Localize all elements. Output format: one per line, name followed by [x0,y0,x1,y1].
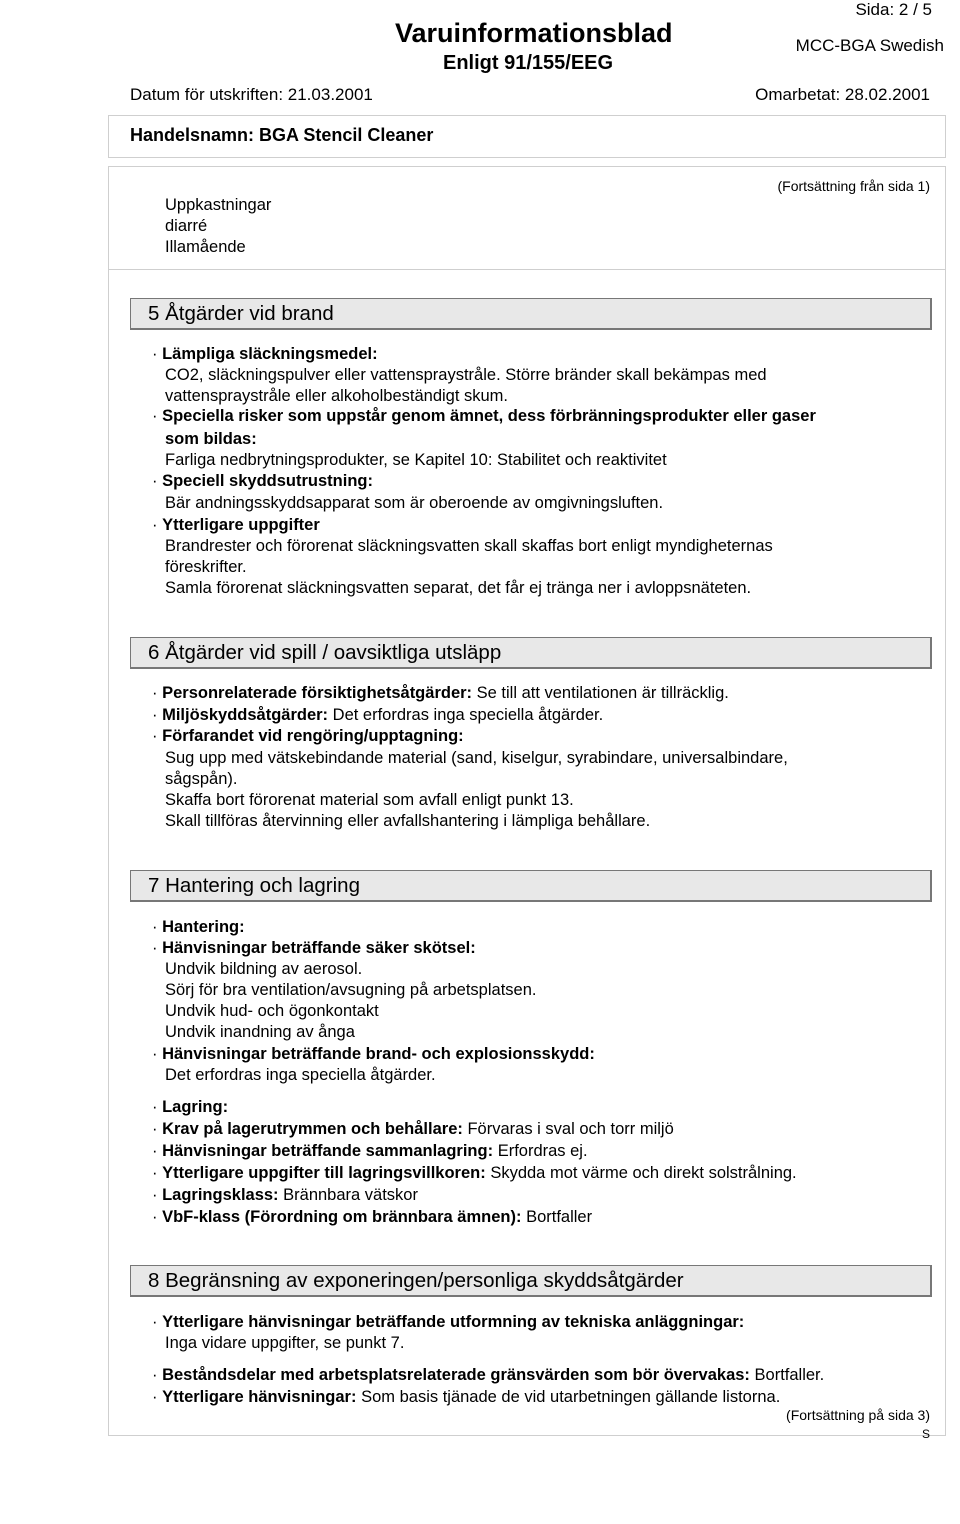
bullet-item: · Krav på lagerutrymmen och behållare: Förvaras i sval och torr miljö [152,1120,674,1138]
bullet-item: · Lagring: [152,1098,229,1116]
bullet-item: · Lagringsklass: Brännbara vätskor [152,1186,418,1204]
text-line: Brandrester och förorenat släckningsvatten skall skaffas bort enligt myndigheternas [165,537,773,555]
section-6-heading [130,637,932,669]
continued-line: Illamående [165,238,246,256]
section-8-heading [130,1265,932,1297]
label: Lämpliga släckningsmedel: [162,345,378,363]
bullet-item: · Ytterligare hänvisningar: Som basis tjänade de vid utarbetningen gällande listorna. [152,1388,781,1406]
text-line: föreskrifter. [165,558,247,576]
value: Skydda mot värme och direkt solstrålning. [490,1164,797,1182]
section-7-title: 7 Hantering och lagring [148,874,360,897]
text-line: Skaffa bort förorenat material som avfall enligt punkt 13. [165,791,574,809]
page-mark: S [921,1427,930,1441]
label: Hänvisningar beträffande brand- och explosionsskydd: [162,1045,595,1063]
bullet-item: · Ytterligare uppgifter [152,516,320,534]
text-line: Farliga nedbrytningsprodukter, se Kapitel 10: Stabilitet och reaktivitet [165,451,667,469]
section-8-title: 8 Begränsning av exponeringen/personliga skyddsåtgärder [148,1269,684,1292]
document-code: MCC-BGA Swedish [795,36,944,55]
text-line: Skall tillföras återvinning eller avfallshantering i lämpliga behållare. [165,812,651,830]
section-7-heading [130,870,932,902]
bullet-item: · Lämpliga släckningsmedel: [152,345,378,363]
text-line: Sug upp med vätskebindande material (sand, kiselgur, syrabindare, universalbindare, [165,749,788,767]
document-subtitle: Enligt 91/155/EEG [443,52,614,74]
text-line: vattenspraystråle eller alkoholbeständigt skum. [165,387,509,405]
bullet-item: · Speciella risker som uppstår genom ämnet, dess förbränningsprodukter eller gaser [152,407,816,425]
text-line: Undvik bildning av aerosol. [165,960,363,978]
bullet-item: · Personrelaterade försiktighetsåtgärder: Se till att ventilationen är tillräcklig. [152,684,729,702]
label: Personrelaterade försiktighetsåtgärder: [162,684,473,702]
value: Bortfaller [526,1208,593,1226]
value: Bortfaller. [754,1366,825,1384]
label: Miljöskyddsåtgärder: [162,706,329,724]
label: Hänvisningar beträffande säker skötsel: [162,939,476,957]
text-line: CO2, släckningspulver eller vattenspraystråle. Större bränder skall bekämpas med [165,366,767,384]
bullet-item: · Hantering: [152,918,245,936]
label: Hantering: [162,918,245,936]
revision-date: Omarbetat: 28.02.2001 [755,85,930,104]
bullet-item: · Förfarandet vid rengöring/upptagning: [152,727,464,745]
text-line: Inga vidare uppgifter, se punkt 7. [165,1334,405,1352]
bullet-item: · VbF-klass (Förordning om brännbara ämnen): Bortfaller [152,1208,593,1226]
text-line: Sörj för bra ventilation/avsugning på arbetsplatsen. [165,981,537,999]
label: Krav på lagerutrymmen och behållare: [162,1120,463,1138]
bullet-item: · Miljöskyddsåtgärder: Det erfordras inga speciella åtgärder. [152,706,604,724]
page-number: Sida: 2 / 5 [855,0,932,19]
continued-from-note: (Fortsättning från sida 1) [777,178,930,194]
label: Lagring: [162,1098,229,1116]
label: Ytterligare hänvisningar: [162,1388,357,1406]
text-line: Det erfordras inga speciella åtgärder. [165,1066,436,1084]
text-line: sågspån). [165,770,238,788]
bullet-item: · Hänvisningar beträffande brand- och explosionsskydd: [152,1045,595,1063]
text-line: som bildas: [165,430,257,448]
bullet-item: · Beståndsdelar med arbetsplatsrelaterade gränsvärden som bör övervakas: Bortfaller. [152,1366,825,1384]
label: Hänvisningar beträffande sammanlagring: [162,1142,494,1160]
bullet-item: · Ytterligare uppgifter till lagringsvillkoren: Skydda mot värme och direkt solstrålning. [152,1164,797,1182]
value: Det erfordras inga speciella åtgärder. [332,706,604,724]
document-title: Varuinformationsblad [395,18,673,48]
label: Speciella risker som uppstår genom ämnet, dess förbränningsprodukter eller gaser [162,407,816,425]
value: Förvaras i sval och torr miljö [467,1120,674,1138]
bullet-item: · Speciell skyddsutrustning: [152,472,373,490]
bullet-item: · Ytterligare hänvisningar beträffande utformning av tekniska anläggningar: [152,1313,745,1331]
text-line: Undvik inandning av ånga [165,1023,355,1041]
continued-line: Uppkastningar [165,196,272,214]
value: Erfordras ej. [497,1142,588,1160]
section-5-title: 5 Åtgärder vid brand [148,302,334,325]
text-line: Undvik hud- och ögonkontakt [165,1002,379,1020]
label: Beståndsdelar med arbetsplatsrelaterade gränsvärden som bör övervakas: [162,1366,750,1384]
continued-to-note: (Fortsättning på sida 3) [786,1407,930,1423]
section-5-heading [130,298,932,330]
label: Ytterligare uppgifter till lagringsvillkoren: [162,1164,486,1182]
text-line: Samla förorenat släckningsvatten separat, det får ej tränga ner i avloppsnäteten. [165,579,752,597]
label: VbF-klass (Förordning om brännbara ämnen): [162,1208,522,1226]
bullet-item: · Hänvisningar beträffande sammanlagring: Erfordras ej. [152,1142,588,1160]
bullet-item: · Hänvisningar beträffande säker skötsel: [152,939,476,957]
label: Ytterligare hänvisningar beträffande utformning av tekniska anläggningar: [162,1313,745,1331]
continued-line: diarré [165,217,208,235]
text-line: Bär andningsskyddsapparat som är oberoende av omgivningsluften. [165,494,664,512]
value: Brännbara vätskor [283,1186,418,1204]
label: Lagringsklass: [162,1186,279,1204]
section-6-title: 6 Åtgärder vid spill / oavsiktliga utsläpp [148,641,502,664]
value: Se till att ventilationen är tillräcklig. [476,684,729,702]
print-date: Datum för utskriften: 21.03.2001 [130,85,373,104]
trade-name: Handelsnamn: BGA Stencil Cleaner [130,125,434,145]
label: Ytterligare uppgifter [162,516,320,534]
value: Som basis tjänade de vid utarbetningen gällande listorna. [361,1388,781,1406]
label: Förfarandet vid rengöring/upptagning: [162,727,464,745]
label: Speciell skyddsutrustning: [162,472,373,490]
